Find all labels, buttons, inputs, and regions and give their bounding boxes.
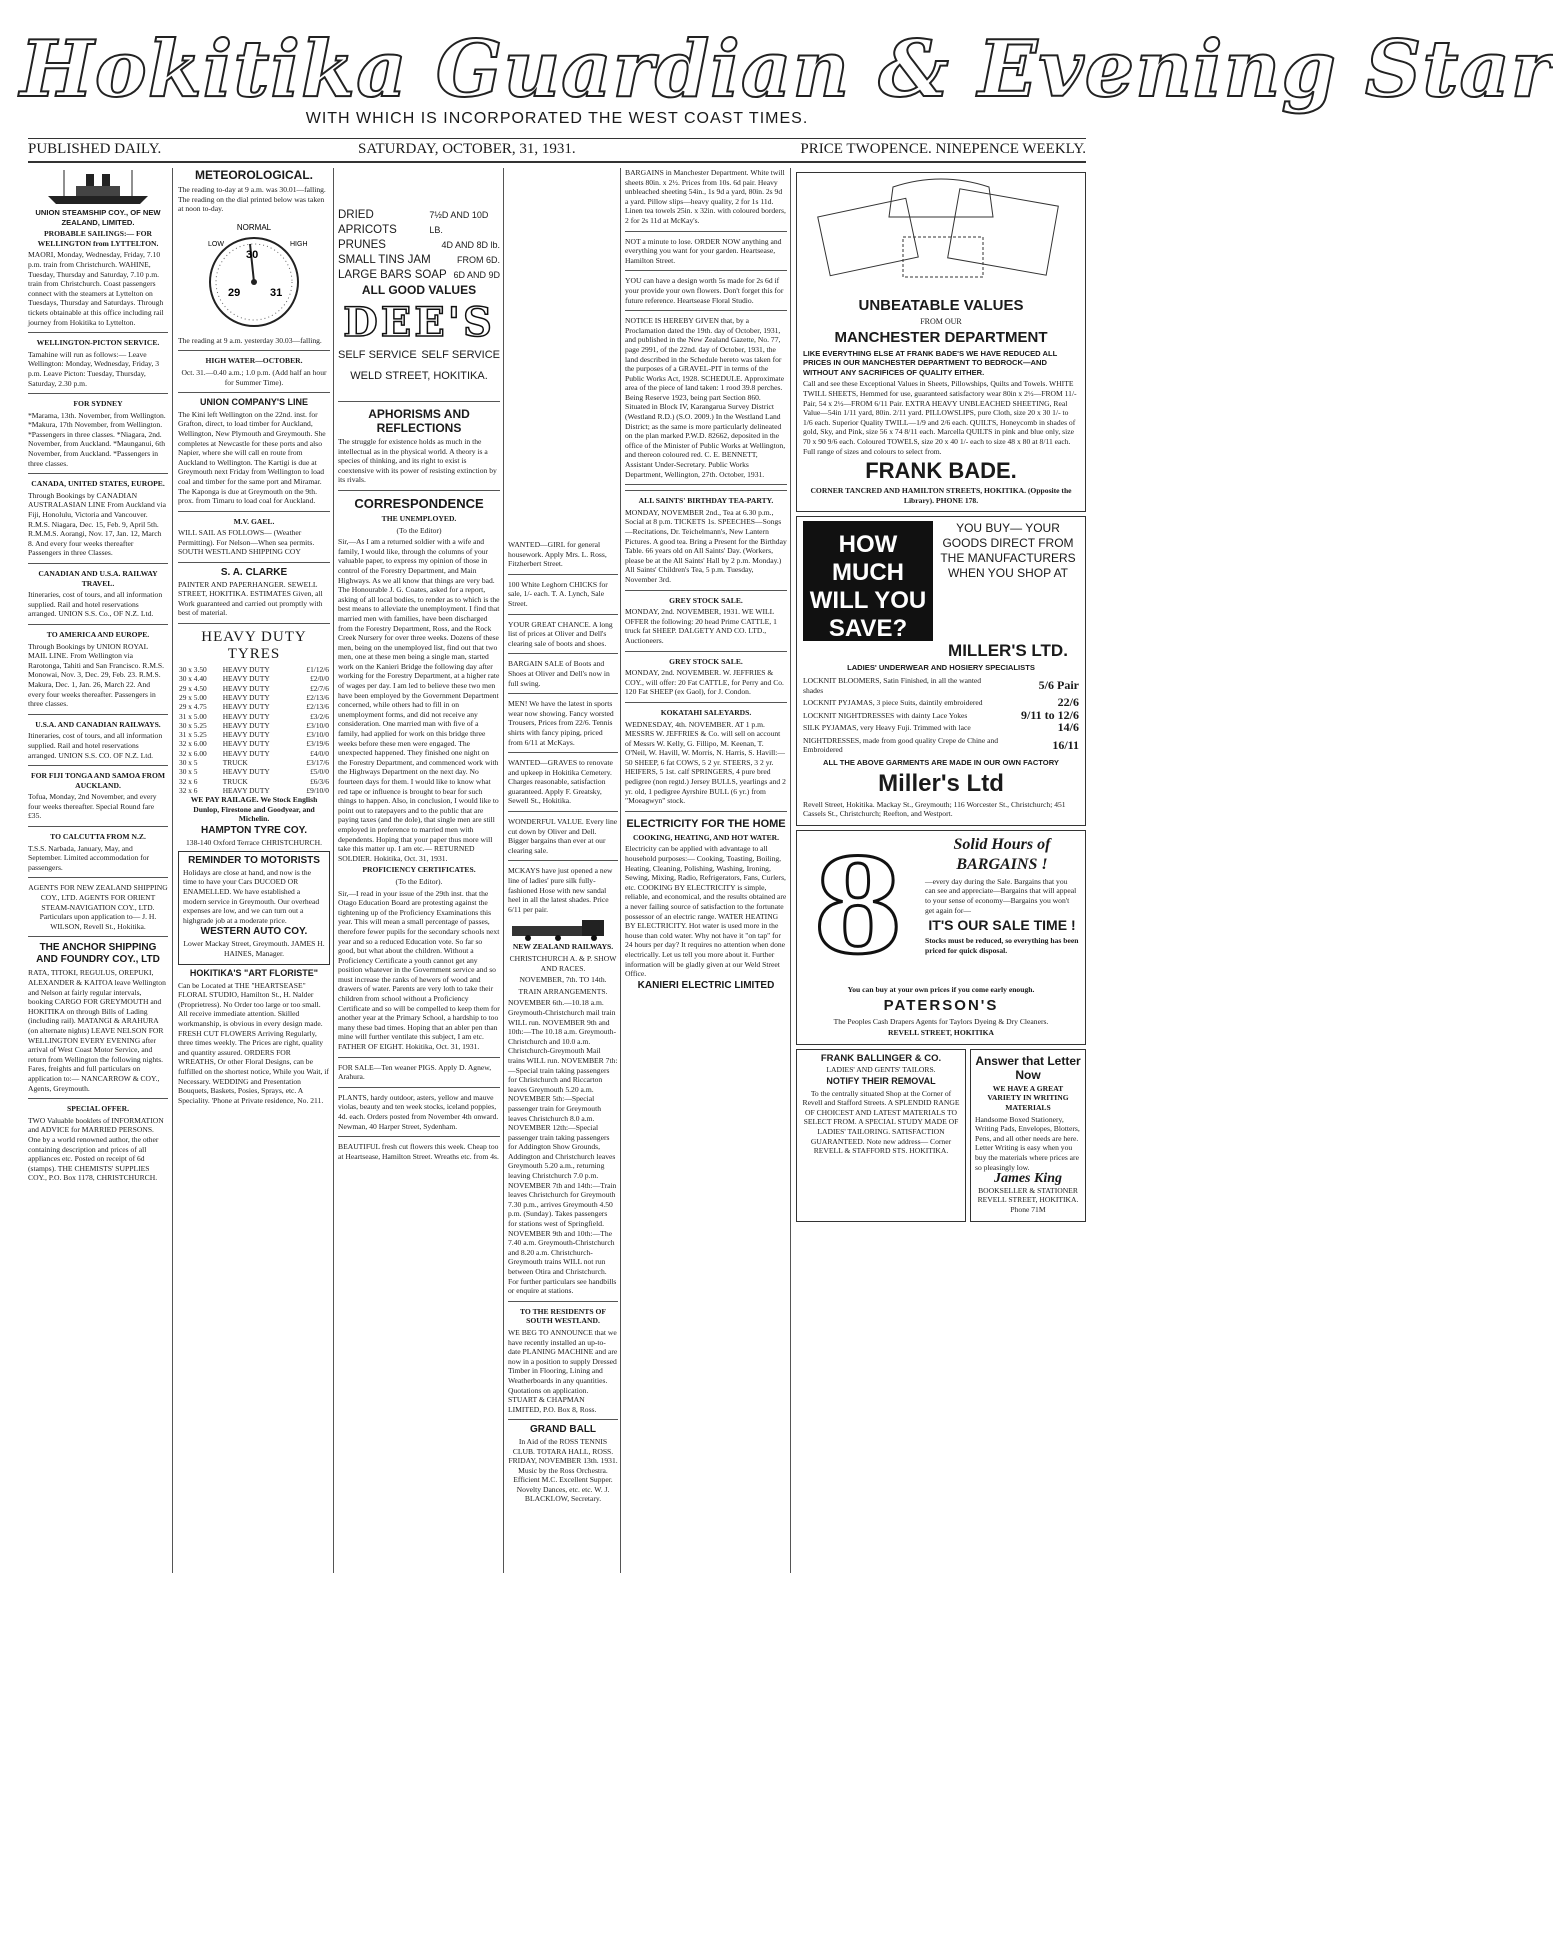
tyre-cell: £6/3/6 [310, 776, 329, 786]
millers-direct: YOU BUY— YOUR GOODS DIRECT FROM THE MANUFACTURERS WHEN YOU SHOP AT [940, 521, 1076, 581]
unemployed-heading: THE UNEMPLOYED. [381, 513, 457, 523]
dees-item-name: DRIED APRICOTS [338, 209, 397, 236]
grey-stock-sale-2-text: MONDAY, 2nd. NOVEMBER. W. JEFFRIES & COY., will offer: 20 Fat CATTLE, for Perry and Co. 120 Fat SHEEP (ex Gaol), for J. Condon. [625, 668, 784, 697]
tyre-cell: TRUCK [222, 776, 248, 786]
tyre-cell: £3/2/6 [310, 711, 329, 721]
correspondence-heading: CORRESPONDENCE [354, 495, 484, 511]
notice-ad: NOT a minute to lose. ORDER NOW anything and everything you want for your garden. Heartsease, Hamilton Street. [625, 236, 782, 265]
patersons-heading: Solid Hours of BARGAINS ! [953, 835, 1051, 873]
dees-item-price: 6D AND 9D [453, 270, 500, 280]
column-shipping [28, 168, 168, 1573]
millers-item-list [803, 676, 1079, 755]
tyre-cell: 31 x 5.25 [179, 730, 207, 740]
sydney-heading: FOR SYDNEY [73, 399, 123, 409]
electricity-subheading: COOKING, HEATING, AND HOT WATER. [632, 832, 780, 842]
millers-item: LOCKNIT NIGHTDRESSES with dainty Lace Yokes [803, 710, 968, 720]
bade-name: FRANK BADE. [865, 458, 1017, 484]
union-steamship-heading: UNION STEAMSHIP COY., OF NEW ZEALAND, LIMITED. [35, 208, 161, 227]
america-text: Through Bookings by UNION ROYAL MAIL LINE. From Wellington via Rarotonga, Tahiti and San Francisco. R.M.S. Monowai, Nov. 3, Dec. 29, Feb. 23. R.M.S. Makura, Dec. 1, Jan. 26, March 22. And every four weeks thereafter. Passengers in three classes. [28, 641, 165, 709]
wanted-graves-ad: WANTED—GRAVES to renovate and upkeep in Hokitika Cemetery. Charges reasonable, satisfaction guaranteed. Apply F. Greatsky, Sewell St., Hokitika. [508, 758, 613, 806]
tyre-cell: HEAVY DUTY [222, 692, 270, 702]
met-heading: METEOROLOGICAL. [195, 168, 313, 182]
patersons-address: REVELL STREET, HOKITIKA [888, 1028, 994, 1038]
tyre-cell: £3/17/6 [306, 758, 329, 767]
linen-illustration-icon [803, 177, 1079, 297]
millers-item: NIGHTDRESSES, made from good quality Crepe de Chine and Embroidered [803, 735, 999, 755]
tyre-cell: 30 x 3.50 [179, 665, 207, 675]
tyre-cell: HEAVY DUTY [222, 711, 270, 721]
column-rule [790, 168, 791, 1573]
grand-ball-heading: GRAND BALL [529, 1424, 597, 1436]
tyres-table [178, 665, 330, 795]
tyre-cell: HEAVY DUTY [222, 683, 270, 693]
gauge-31: 31 [270, 286, 283, 299]
railway-text: Itineraries, cost of tours, and all information supplied. Rail and hotel reservations arranged. UNION S.S. Co., OF N.Z. Ltd. [28, 590, 163, 619]
dees-item-name: LARGE BARS SOAP [338, 269, 447, 281]
usa-heading: U.S.A. AND CANADIAN RAILWAYS. [35, 719, 161, 729]
south-westland-heading: TO THE RESIDENTS OF SOUTH WESTLAND. [519, 1306, 607, 1326]
tyre-cell: £3/10/0 [306, 720, 329, 730]
tyre-cell: HEAVY DUTY [222, 748, 270, 758]
union-line-text: The Kini left Wellington on the 22nd. inst. for Grafton, direct, to load timber for Auckland, Wellington, New Plymouth and Greymouth. She completes at Newcastle for these ports and also Napier, where she will call en route from Auckland to Wellington. The Kartigi is due at Greymouth next Friday from Wellington to load coal and timber for the same port and Miramar. The Kaponga is due at Greymouth on the 9th. prox. from Timaru to load coal for Auckland. [178, 409, 326, 506]
electricity-heading: ELECTRICITY FOR THE HOME [626, 817, 786, 830]
tyre-cell: 30 x 5 [179, 758, 198, 767]
bottom-ads [796, 1049, 1086, 1222]
tyre-cell: HEAVY DUTY [222, 785, 270, 795]
tyre-row [178, 767, 330, 776]
james-king-address: BOOKSELLER & STATIONER REVELL STREET, HOKITIKA. Phone 71M [977, 1185, 1079, 1214]
tyre-cell: 29 x 5.00 [179, 692, 207, 702]
grey-stock-sale-text: MONDAY, 2nd. NOVEMBER, 1931. WE WILL OFFER the following: 20 head Prime CATTLE, 1 truck fat SHEEP. DALGETY AND CO. LTD., Auctioneers. [625, 607, 777, 645]
gauge-low-label: LOW [208, 240, 224, 248]
unemployed-letter: Sir,—As I am a returned soldier with a wife and family, I would like, through the columns of your valuable paper, to express my opinion of those in control of the Forestry Department, and Main Highways. As we all know that things are very bad. The Honourable J. G. Coates, asked for a report, asking of all local bodies, to render as to which is the best means to alleviate the unemployment. I find that married men with families, have been discharged from the Forestry Department, Ross, and the Rock Creek Nursery for over three weeks. Dozens of these men, being on the unemployed list, find out that two men, one at these men being a single man, started work on the Kanieri Bridge the following day after working for the Forestry Department, at a higher rate of wages per day. I am led to believe these two men have been employed by the Government Department concerned, while others had to fill in on unemployment forms, and did not receive any consideration. One married man with five of a family, had applied for work on this bridge three weeks before these men were engaged. The unexpected happened. They finished one night on the Forestry Department, and commenced work with the Highways Department on the next day. No fourteen days for them. I would like to know what red tape or influence is brought to bear for such things to happen. Also, in conclusion, I would like to point out to ratepayers and to the public that are paying taxes (and the dole), that single men are still employed in preference to married men with dependents. Hoping that your paper thus more will take this matter up. I am etc.— RETURNED SOLDIER. Hokitika, Oct. 31, 1931. [338, 537, 500, 863]
patersons-footer [803, 985, 1079, 1040]
south-westland-text: WE BEG TO ANNOUNCE that we have recently installed an up-to-date PLANING MACHINE and are now in a position to supply Dressed Timber in Flooring, Lining and Weatherboards in any quantities. Quotations on application. STUART & CHAPMAN LIMITED, P.O. Box 8, Ross. [508, 1327, 618, 1414]
wonderful-value-ad: WONDERFUL VALUE. Every line cut down by Oliver and Dell. Bigger bargains than ever at our clearing sale. [508, 817, 618, 855]
nz-railways-heading: NEW ZEALAND RAILWAYS. [512, 942, 614, 952]
masthead-title: Hokitika Guardian & Evening Star [20, 24, 1553, 115]
tyre-row [178, 721, 330, 730]
millers-price: 14/6 [1057, 720, 1079, 735]
union-line-heading: UNION COMPANY'S LINE [200, 397, 308, 408]
tyre-row [178, 665, 330, 674]
tyres-footer: WE PAY RAILAGE. We Stock English Dunlop, Firestone and Goodyear, and Michelin. [190, 795, 318, 824]
bade-heading: UNBEATABLE VALUES [858, 297, 1024, 314]
clarke-text: PAINTER AND PAPERHANGER. SEWELL STREET, HOKITIKA. ESTIMATES Given, all Work guaranteed and carried out promptly with best of material. [178, 579, 323, 618]
millers-item: LOCKNIT PYJAMAS, 3 piece Suits, daintily embroidered [803, 698, 983, 708]
bargain-sale-ad: BARGAIN SALE of Boots and Shoes at Oliver and Dell's now in full swing. [508, 659, 610, 688]
tyre-cell: 30 x 5.25 [179, 720, 207, 730]
tyre-cell: £2/13/6 [306, 702, 329, 712]
kokatahi-heading: KOKATAHI SALEYARDS. [660, 707, 752, 717]
tyre-cell: HEAVY DUTY [222, 739, 270, 749]
met-yesterday: The reading at 9 a.m. yesterday 30.03—falling. [178, 335, 322, 345]
tyre-cell: 30 x 5 [179, 767, 198, 777]
railway-heading: CANADIAN AND U.S.A. RAILWAY TRAVEL. [38, 569, 158, 588]
millers-ltd-heading: MILLER'S LTD. [948, 641, 1068, 661]
grand-ball-text: In Aid of the ROSS TENNIS CLUB. TOTARA HALL, ROSS. FRIDAY, NOVEMBER 13th. 1931. Music by the Ross Orchestra. Efficient M.C. Excellent Supper. Novelty Dances, etc. etc. W. J. BLACKLOW, Secretary. [508, 1436, 618, 1504]
sailings-text: MAORI, Monday, Wednesday, Friday, 7.10 p.m. train from Christchurch. WAHINE, Tuesday, Thursday and Saturday, 7.10 p.m. train from Christchurch. Coast passengers connect with the steamers at Lyttelton on Tuesdays, Thursday and Saturdays. Through tickets obtainable at this office including rail journey from Hokitika to Lyttelton. [28, 250, 164, 327]
proficiency-heading: PROFICIENCY CERTIFICATES. [362, 865, 476, 875]
train-arrangements-heading: TRAIN ARRANGEMENTS. [518, 986, 608, 996]
tyre-cell: £1/12/6 [306, 665, 329, 675]
bade-body: Call and see these Exceptional Values in Sheets, Pillowships, Quilts and Towels. WHITE TWILL SHEETS, Hemmed for use, guaranteed satisfactory wear 80in x 2½—FROM 11/- Pair, 54 x 2½—FROM 6/11 Pair. EXTRA HEAVY UNBLEACHED SHEETING, Real Value—54in 1/11 yard, 80in. 2/11 yard. PILLOWSLIPS, pure Cloth, size 20 x 30 1/- to 1/6 each. Superior Quality TWILL—1/9 and 2/6 each. QUILTS, Honeycomb in shades of gold, Sky, and Pink, size 56 x 74 8/11 each. Marcella QUILTS in pink and blue only, size 70 x 90 9/6 each. Coloured TOWELS, size 20 x 40 1/- each to size 48 x 80 at 8/11 each. Full range of sizes and colours to select from. [803, 379, 1077, 456]
plants-ad: PLANTS, hardy outdoor, asters, yellow and mauve violas, beauty and ten week stocks, iceland poppies, 4d. each. Orders posted from November 4th onward. Newman, 40 Harper Street, Sydenham. [338, 1092, 499, 1131]
answer-letter-heading: Answer that Letter Now [975, 1053, 1081, 1082]
tyre-cell: TRUCK [222, 758, 248, 767]
show-and-races: CHRISTCHURCH A. & P. SHOW AND RACES. [509, 954, 617, 973]
patersons-body: —every day during the Sale. Bargains that you can see and appreciate—Bargains that will appeal to your sense of economy—Bargains you won't get again for— [925, 876, 1077, 915]
millers-item: LOCKNIT BLOOMERS, Satin Finished, in all the wanted shades [803, 675, 982, 695]
james-king-ad [970, 1049, 1086, 1222]
dees-address: WELD STREET, HOKITIKA. [350, 370, 488, 382]
gauge-30: 30 [246, 248, 259, 261]
ballinger-sub: LADIES' AND GENTS' TAILORS. [826, 1065, 936, 1075]
millers-item-row [803, 676, 1079, 695]
eight-hours-graphic: 8 [812, 829, 904, 983]
high-water-text: Oct. 31.—0.40 a.m.; 1.0 p.m. (Add half an hour for Summer Time). [181, 367, 327, 387]
tyre-row [178, 749, 330, 758]
dateline-left: PUBLISHED DAILY. [28, 141, 162, 157]
pigs-for-sale: FOR SALE—Ten weaner PIGS. Apply D. Agnew, Arahura. [338, 1062, 492, 1082]
wanted-girl-ad: WANTED—GIRL for general housework. Apply Mrs. L. Ross, Fitzherbert Street. [508, 540, 607, 569]
millers-price: 5/6 Pair [1038, 677, 1079, 692]
notices-list [625, 168, 787, 485]
reminder-heading: REMINDER TO MOTORISTS [188, 855, 320, 867]
tyre-row [178, 786, 330, 795]
dees-price-row [338, 253, 500, 268]
kanieri-electric: KANIERI ELECTRIC LIMITED [637, 979, 775, 991]
dees-ad [338, 168, 500, 396]
column-rule [172, 168, 173, 1573]
florist-heading: HOKITIKA'S "ART FLORISTE" [189, 968, 319, 979]
proficiency-letter: Sir,—I read in your issue of the 29th inst. that the Otago Education Board are protesting against the tightening up of the Proficiency Examinations this year. This will mean a small percentage of passes, therefore fewer pupils for the secondary schools next year and so a reduced Education vote. So far so good, but what about the children. Without a Proficiency Certificate a youth cannot get any position whatever in the Government service and so must increase the ranks of hewers of wood and drawers of water. Parents are very loth to take their children from school without a Proficiency Certificate and so will be compelled to keep them for another year at the Primary School, a hardship to too many these bad times. Hoping that an abler pen than mine will further ventilate this subject, I am etc. FATHER OF EIGHT. Hokitika, Oct. 31, 1931. [338, 888, 500, 1052]
grey-stock-sale-heading: GREY STOCK SALE. [669, 595, 743, 605]
florist-text: Can be Located at THE "HEARTSEASE" FLORAL STUDIO, Hamilton St., H. Nalder (Proprietress). No Order too large or too small. All receive immediate attention. Skilled workmanship, is obvious in every design made. FRESH CUT FLOWERS Arriving Regularly, three times weekly. The Prices are right, quality and quantity assured. ORDERS FOR WREATHS, Or other Floral Designs, can be fulfilled on the shortest notice, While you Wait, if Necessary. WEDDING and Presentation Bouquets, Baskets, Posies, Sprays, etc. A Speciality. 'Phone at Private residence, No. 211. [178, 980, 329, 1105]
unemployed-to-editor: (To the Editor) [396, 525, 442, 535]
patersons-sub: The Peoples Cash Drapers Agents for Taylors Dyeing & Dry Cleaners. [833, 1016, 1049, 1026]
train-icon [508, 916, 618, 942]
tyre-cell: 29 x 4.50 [179, 683, 207, 693]
gauge-29: 29 [228, 286, 241, 299]
column-notices [625, 168, 787, 1573]
millers-specialists: LADIES' UNDERWEAR AND HOSIERY SPECIALISTS [847, 663, 1035, 673]
train-arrangements-text: NOVEMBER 6th.—10.18 a.m. Greymouth-Christchurch mail train WILL run. NOVEMBER 9th and 10th:—The 10.18 a.m. Greymouth-Christchurch and 10.0 a.m. Christchurch-Greymouth Mail trains WILL run. NOVEMBER 7th:—Special train taking passengers for Christchurch and Riccarton leaves Greymouth 5.20 a.m. NOVEMBER 5th:—Special passenger train for Greymouth leaves Christchurch 8.0 a.m. NOVEMBER 12th:—Special passenger train taking passengers for Addington Show Grounds, Addington and Christchurch leaves Greymouth 5.20 a.m., returning leaving Christchurch 7.0 p.m. NOVEMBER 7th and 14th:—Train leaves Christchurch for Greymouth 7.30 p.m., arrives Greymouth 4.50 p.m. (Sunday). Takes passengers for stations west of Springfield. NOVEMBER 9th and 10th:—The 7.40 a.m. Greymouth-Christchurch and 8.20 a.m. Christchurch-Greymouth trains WILL not run between Otira and Christchurch. For further particulars see handbills or enquire at stations. [508, 998, 618, 1296]
dees-price-list [338, 208, 500, 283]
sailings-heading: PROBABLE SAILINGS:— FOR WELLINGTON from LYTTELTON. [37, 229, 159, 248]
picton-text: Tamahine will run as follows:— Leave Wellington: Monday, Wednesday, Friday, 3 p.m. Leave Picton: Tuesday, Thursday, Saturday, 2.30 p.m. [28, 349, 160, 388]
dees-self-service-2: SELF SERVICE [421, 349, 500, 361]
fiji-heading: FOR FIJI TONGA AND SAMOA FROM AUCKLAND. [30, 771, 166, 790]
james-king-body: Handsome Boxed Stationery, Writing Pads, Envelopes, Blotters, Pens, and all other needs are here. Letter Writing is easy when you buy the materials where prices are so pleasingly low. [975, 1114, 1080, 1172]
gauge-normal-label: NORMAL [236, 222, 272, 232]
tyre-cell: HEAVY DUTY [222, 702, 270, 712]
special-offer-text: TWO Valuable booklets of INFORMATION and ADVICE for MARRIED PERSONS. One by a world renowned author, the other containing description and prices of all appliances etc. Posted on receipt of 6d (stamps). THE CHEMISTS' SUPPLIES COY., P.O. Box 1178, CHRISTCHURCH. [28, 1115, 164, 1183]
dees-item-price: 4D AND 8D lb. [441, 240, 500, 250]
steamship-icon [28, 168, 168, 208]
mckays-hose-ad: MCKAYS have just opened a new line of ladies' pure silk fully-fashioned Hose with new sandal heel in all the latest shades. Price 6/11 per pair. [508, 866, 613, 914]
tyre-cell: £2/13/6 [306, 692, 329, 702]
dees-logo: DEE'S [343, 299, 495, 346]
dees-item-price: 7½D AND 10D LB. [429, 210, 489, 235]
tyre-cell: £4/0/0 [310, 748, 329, 758]
usa-text: Itineraries, cost of tours, and all information supplied. Rail and hotel reservations arranged. UNION S.S. CO. OF N.Z. Ltd. [28, 731, 163, 760]
tyre-cell: HEAVY DUTY [222, 720, 270, 730]
dateline-center: SATURDAY, OCTOBER, 31, 1931. [358, 141, 576, 157]
clarke-heading: S. A. CLARKE [220, 567, 288, 579]
bade-manchester-dept: MANCHESTER DEPARTMENT [834, 328, 1048, 346]
dateline [28, 138, 1086, 163]
tyre-cell: HEAVY DUTY [222, 767, 270, 777]
sydney-text: *Marama, 13th. November, from Wellington. *Makura, 17th November, from Wellington. *Passengers in three classes. *Niagara, 2nd. November, from Auckland. *Maunganui, 6th November, from Auckland. *Passengers in three classes. [28, 410, 166, 468]
notice-ad: BARGAINS in Manchester Department. White twill sheets 80in. x 2½. Prices from 10s. 6d pair. Heavy unbleached sheeting 54in., 1s 9d a yard, 80in. 2s 9d a yard. Pillow slips—heavy quality, 2 for 1s 11d. Linen tea towels 25in. x 32in. with coloured borders, 2 for 2s 11d at McKay's. [625, 168, 786, 225]
tyre-row [178, 702, 330, 711]
hampton-address: 138-140 Oxford Terrace CHRISTCHURCH. [186, 837, 322, 847]
tyre-row [178, 684, 330, 693]
dees-self-service-1: SELF SERVICE [338, 349, 417, 361]
patersons-ad [796, 830, 1086, 1045]
reminder-ad [178, 851, 330, 965]
tyres-heading: HEAVY DUTY TYRES [201, 629, 307, 663]
met-text: The reading to-day at 9 a.m. was 30.01—falling. The reading on the dial printed below was taken at noon to-day. [178, 185, 326, 214]
james-king-name: James King [993, 1171, 1063, 1187]
gael-heading: M.V. GAEL. [233, 516, 275, 526]
great-chance-ad: YOUR GREAT CHANCE. A long list of prices at Oliver and Dell's clearing sale of boots and shoes. [508, 619, 613, 648]
western-address: Lower Mackay Street, Greymouth. JAMES H. HAINES, Manager. [183, 938, 325, 958]
tyre-row [178, 777, 330, 786]
millers-item: SILK PYJAMAS, very Heavy Fuji. Trimmed with lace [803, 723, 971, 733]
show-dates: NOVEMBER, 7th. TO 14th. [519, 975, 607, 985]
column-dees [338, 168, 500, 1573]
millers-factory: ALL THE ABOVE GARMENTS ARE MADE IN OUR OWN FACTORY [823, 758, 1059, 768]
america-heading: TO AMERICA AND EUROPE. [46, 629, 150, 639]
notice-ad: YOU can have a design worth 5s made for 2s 6d if your provide your own flowers. Don't forget this for future reference. Heartsease Floral Studio. [625, 276, 784, 305]
tyre-cell: 32 x 6.00 [179, 739, 207, 749]
tyre-cell: 29 x 4.75 [179, 702, 207, 712]
high-water-heading: HIGH WATER—OCTOBER. [205, 356, 303, 366]
canada-text: Through Bookings by CANADIAN AUSTRALASIAN LINE From Auckland via Fiji, Honolulu, Victoria and Vancouver. R.M.S. Niagara, Dec. 15, Feb. 9, April 5th. R.M.M.S. Aorangi, Nov. 17, Jan. 12, March 8. And every four weeks thereafter Passengers in three Classes. [28, 490, 166, 558]
column-classifieds [508, 540, 618, 1945]
tyre-cell: £9/10/0 [306, 785, 329, 795]
proficiency-to-editor: (To the Editor). [395, 876, 443, 886]
millers-item-row [803, 736, 1079, 755]
hampton-name: HAMPTON TYRE COY. [201, 824, 307, 836]
dees-self-service [338, 348, 500, 363]
ballinger-body: To the centrally situated Shop at the Corner of Revell and Stafford Streets. A SPLENDID RANGE OF CHOICEST AND LATEST MATERIALS TO SELECT FROM. A SPECIAL STUDY MADE OF LADIES' TAILORING. SATISFACTION GUARANTEED. Note new address— Corner REVELL & STAFFORD STS. HOKITIKA. [802, 1088, 960, 1156]
grey-stock-sale-2-heading: GREY STOCK SALE. [669, 656, 743, 666]
chicks-ad: 100 White Leghorn CHICKS for sale, 1/- each. T. A. Lynch, Sale Street. [508, 579, 608, 608]
tyre-cell: £5/0/0 [310, 767, 329, 777]
sale-time: IT'S OUR SALE TIME ! [928, 917, 1076, 934]
column-meteorological [178, 168, 330, 1573]
james-king-sub: WE HAVE A GREAT VARIETY IN WRITING MATERIALS [987, 1083, 1069, 1113]
tyre-cell: 32 x 6 [179, 785, 198, 795]
dees-all-good: ALL GOOD VALUES [361, 283, 477, 297]
tyre-cell: HEAVY DUTY [222, 730, 270, 740]
calcutta-heading: TO CALCUTTA FROM N.Z. [50, 832, 146, 842]
tyre-cell: HEAVY DUTY [222, 665, 270, 675]
dees-price-row [338, 268, 500, 283]
picton-heading: WELLINGTON-PICTON SERVICE. [36, 338, 160, 348]
ballinger-notify: NOTIFY THEIR REMOVAL [826, 1076, 936, 1087]
tyre-cell: £2/7/6 [310, 683, 329, 693]
millers-item-row [803, 720, 1079, 735]
tyre-cell: £3/19/6 [306, 739, 329, 749]
notice-ad: NOTICE IS HEREBY GIVEN that, by a Proclamation dated the 19th. day of October, 1931, and published in the New Zealand Gazette, No. 77, page 2991, of the 22nd. day of October, 1931, the land described in the Schedule hereto was taken for the purposes of a GRAVEL-PIT in terms of the Public Works Act, 1928. SCHEDULE. Approximate area of the piece of land taken: 1 rood 39.8 perches. Being Reserve 1923, being part Section 860. Situated in Block IV, Karangarua Survey District (Westland R.D.) (S.O. 2009.) In the Westland Land District; as the same is more particularly delineated on the plan marked P.W.D. 82662, deposited in the office of the Minister of Public Works at Wellington, and thereon coloured red. C. E. BENNETT, Assistant Under-Secretary. Public Works Department, Wellington, 27th. October, 1931. [625, 316, 786, 479]
agents-text: AGENTS FOR NEW ZEALAND SHIPPING COY., LTD. AGENTS FOR ORIENT STEAM-NAVIGATION COY., LTD. Particulars upon application to— J. H. WILSON, Revell St., Hokitika. [28, 883, 168, 931]
kokatahi-text: WEDNESDAY, 4th. NOVEMBER. AT 1 p.m. MESSRS W. JEFFRIES & Co. will sell on account of Messrs W. Kelly, G. Fillipo, M. Keenan, T. O'Neil, W. Havill, W. Morris, N. Harris, S. Havill:— 50 SHEEP, 6 fat COWS, 5 2 yr. STEERS, 3 2 yr. HEIFERS, 5 1st. calf SPRINGERS, 4 pure bred pedigree (non regtd.) Jersey BULLS, yearlings and 2 yr. old, 1 pedigree Ayrshire BULL (6 yr.) from "Moeagwyn" stock. [625, 719, 786, 806]
dees-item-name: SMALL TINS JAM [338, 254, 431, 266]
column-rule [503, 168, 504, 1573]
millers-item-row [803, 707, 1079, 722]
millers-top [803, 521, 1079, 641]
aphorisms-text: The struggle for existence holds as much in the intellectual as in the physical world. A theory is a species of thinking, and its right to exist is coextensive with its power of resisting extinction by its rivals. [338, 437, 497, 485]
bade-intro: LIKE EVERYTHING ELSE AT FRANK BADE'S WE HAVE REDUCED ALL PRICES IN OUR MANCHESTER DEPARTMENT TO BEDROCK—AND WITHOUT ANY SACRIFICES OF QUALITY EITHER. [803, 348, 1058, 377]
tyre-row [178, 739, 330, 748]
column-rule [620, 168, 621, 1573]
ballinger-heading: FRANK BALLINGER & CO. [820, 1052, 942, 1064]
patersons-stocks: Stocks must be reduced, so everything has been priced for quick disposal. [925, 936, 1079, 955]
flowers-ad: BEAUTIFUL fresh cut flowers this week. Cheap too at Heartsease, Hamilton Street. Wreaths etc. from 4s. [338, 1142, 499, 1161]
all-saints-text: MONDAY, NOVEMBER 2nd., Tea at 6.30 p.m., Social at 8 p.m. TICKETS 1s. SPEECHES—Songs—Recitations, Dr. Teichelmann's, New Lantern Pictures. A good tea. Bring a Present for the Birthday Table. 66 years old on All Saints' Day. (Workers, please be at the All Saints' Hall by 2 p.m. Monday.) All Saints' Children's Tea, 5 p.m. Tuesday, November 3rd. [625, 507, 787, 584]
tyre-row [178, 712, 330, 721]
barometer-dial-icon [178, 216, 330, 336]
bade-from-our: FROM OUR [920, 317, 962, 326]
tyre-row [178, 674, 330, 683]
how-much-save-graphic: HOW MUCH WILL YOU SAVE? [803, 521, 933, 641]
special-offer-heading: SPECIAL OFFER. [66, 1104, 130, 1114]
tyre-cell: £2/0/0 [310, 674, 329, 684]
anchor-heading: THE ANCHOR SHIPPING AND FOUNDRY COY., LTD [36, 942, 160, 966]
western-name: WESTERN AUTO COY. [200, 926, 308, 938]
canada-heading: CANADA, UNITED STATES, EUROPE. [31, 479, 165, 489]
millers-item-row [803, 695, 1079, 710]
millers-price: 22/6 [1057, 695, 1079, 710]
patersons-name: PATERSON'S [883, 996, 999, 1014]
tyre-row [178, 758, 330, 767]
men-sportswear-ad: MEN! We have the latest in sports wear now showing. Fancy worsted Trousers, Prices from 22/6. Tennis shirts with fancy piping, priced from 6/11 at McKays. [508, 699, 614, 747]
masthead-subtitle: WITH WHICH IS INCORPORATED THE WEST COAST TIMES. [305, 110, 809, 127]
ballinger-ad [796, 1049, 966, 1222]
calcutta-text: T.S.S. Narbada, January, May, and September. Limited accommodation for passengers. [28, 843, 150, 872]
electricity-text: Electricity can be applied with advantage to all household purposes:— Cooking, Toasting, Boiling, Heating, Cleaning, Polishing, Washing, Ironing, Sewing, Mixing, Radio, Refrigerators, Fans, Curlers, etc. COOKING BY ELECTRICITY is simple, reliable, and economical, and the results obtained are a never failing source of satisfaction to the fortunate possessor of an electric range. WATER HEATING BY ELECTRICITY. Hot water is used more in the house than cold water. Why not have it "on tap" for 24 hours per day? It requires no attention when done electrically. Let us tell you more about it. Further information will be gladly given at our Weld Street Office. [625, 844, 787, 979]
column-display-ads [796, 168, 1086, 1573]
gauge-high-label: HIGH [290, 240, 308, 248]
millers-price: 16/11 [1052, 737, 1079, 752]
millers-price: 9/11 to 12/6 [1020, 707, 1079, 722]
dateline-right: PRICE TWOPENCE. NINEPENCE WEEKLY. [800, 141, 1086, 157]
dees-price-row [338, 208, 500, 238]
millers-logo: Miller's Ltd [878, 769, 1004, 797]
patersons-buy: You can buy at your own prices if you come early enough. [847, 985, 1035, 995]
aphorisms-heading: APHORISMS AND REFLECTIONS [368, 407, 470, 435]
tyre-cell: 32 x 6.00 [179, 748, 207, 758]
tyre-row [178, 730, 330, 739]
tyre-row [178, 693, 330, 702]
dees-item-price: FROM 6D. [456, 255, 500, 265]
dees-price-row [338, 238, 500, 253]
tyre-cell: 31 x 5.00 [179, 711, 207, 721]
column-rule [333, 168, 334, 1573]
anchor-text: RATA, TITOKI, REGULUS, OREPUKI, ALEXANDER & KAITOA leave Wellington and Nelson at fairly regular intervals, booking CARGO FOR GREYMOUTH and HOKITIKA on through Bills of Lading (including rail). MATANGI & ARAHURA (on alternate nights) LEAVE NELSON FOR WELLINGTON EVERY EVENING after arrival of West Coast Motor Service, and return from Wellington the following nights. Fares, freights and full particulars on application to:— NANCARROW & COY., Agents, Greymouth. [28, 968, 166, 1093]
reminder-text: Holidays are close at hand, and now is the time to have your Cars DUCOED OR ENAMELLED. We have established a modern service in Greymouth. Our overhead expenses are low, and we can turn out a highgrade job at a moderate price. [183, 867, 320, 925]
millers-ad [796, 516, 1086, 826]
tyre-cell: HEAVY DUTY [222, 674, 270, 684]
tyre-cell: £3/10/0 [306, 730, 329, 740]
patersons-text [925, 835, 1079, 956]
frank-bade-ad [796, 172, 1086, 512]
fiji-text: Tofua, Monday, 2nd November, and every four weeks thereafter. Special Round fare £35. [28, 792, 157, 821]
tyre-cell: 32 x 6 [179, 776, 198, 786]
gael-text: WILL SAIL AS FOLLOWS— (Weather Permitting). For Nelson—When sea permits. SOUTH WESTLAND SHIPPING COY [178, 528, 315, 557]
all-saints-heading: ALL SAINTS' BIRTHDAY TEA-PARTY. [638, 496, 774, 506]
bade-address: CORNER TANCRED AND HAMILTON STREETS, HOKITIKA. (Opposite the Library). PHONE 178. [810, 486, 1072, 505]
millers-address: Revell Street, Hokitika. Mackay St., Greymouth; 116 Worcester St., Christchurch; 451 Cassels St., Christchurch; Reefton, and Westport. [803, 799, 1066, 819]
tyre-cell: 30 x 4.40 [179, 674, 207, 684]
dees-item-name: PRUNES [338, 239, 386, 251]
